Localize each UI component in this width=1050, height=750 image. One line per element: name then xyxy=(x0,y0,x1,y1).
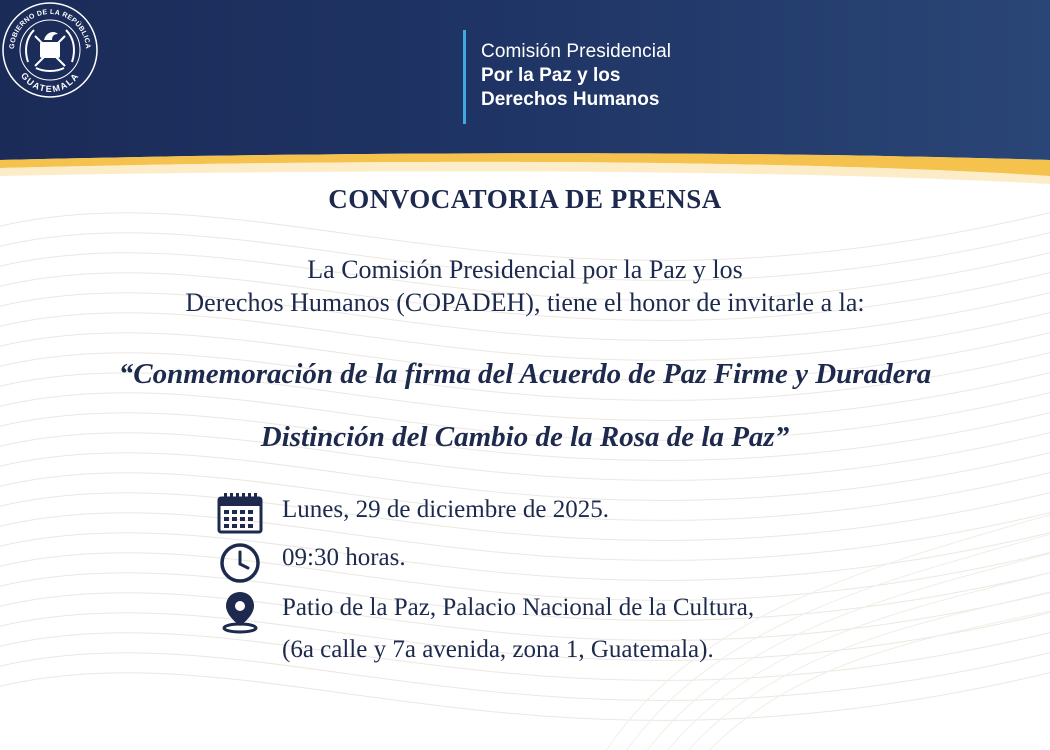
intro-line2: Derechos Humanos (COPADEH), tiene el honor de invitarle a la: xyxy=(185,288,865,317)
intro-line1: La Comisión Presidencial por la Paz y los xyxy=(307,255,743,284)
calendar-icon xyxy=(217,492,263,536)
location-pin-icon xyxy=(217,590,263,634)
seal-bottom-text: GUATEMALA xyxy=(18,70,82,95)
intro-text xyxy=(0,253,1050,319)
page-title: CONVOCATORIA DE PRENSA xyxy=(328,184,722,214)
event-name-line1: “Conmemoración de la firma del Acuerdo de Paz Firme y Duradera xyxy=(118,358,932,390)
org-name-line1: Comisión Presidencial xyxy=(481,41,672,62)
event-name-line2: Distinción del Cambio de la Rosa de la Paz” xyxy=(260,421,790,453)
address-text: (6a calle y 7a avenida, zona 1, Guatemala). xyxy=(282,636,714,663)
clock-icon xyxy=(217,540,263,584)
time-text: 09:30 horas. xyxy=(282,544,406,571)
org-name-line2: Por la Paz y los xyxy=(481,65,621,86)
seal-top-text: GOBIERNO DE LA REPÚBLICA xyxy=(8,8,92,50)
place-text: Patio de la Paz, Palacio Nacional de la Cultura, xyxy=(282,594,755,621)
date-text: Lunes, 29 de diciembre de 2025. xyxy=(282,496,609,523)
org-name-line3: Derechos Humanos xyxy=(481,89,660,110)
